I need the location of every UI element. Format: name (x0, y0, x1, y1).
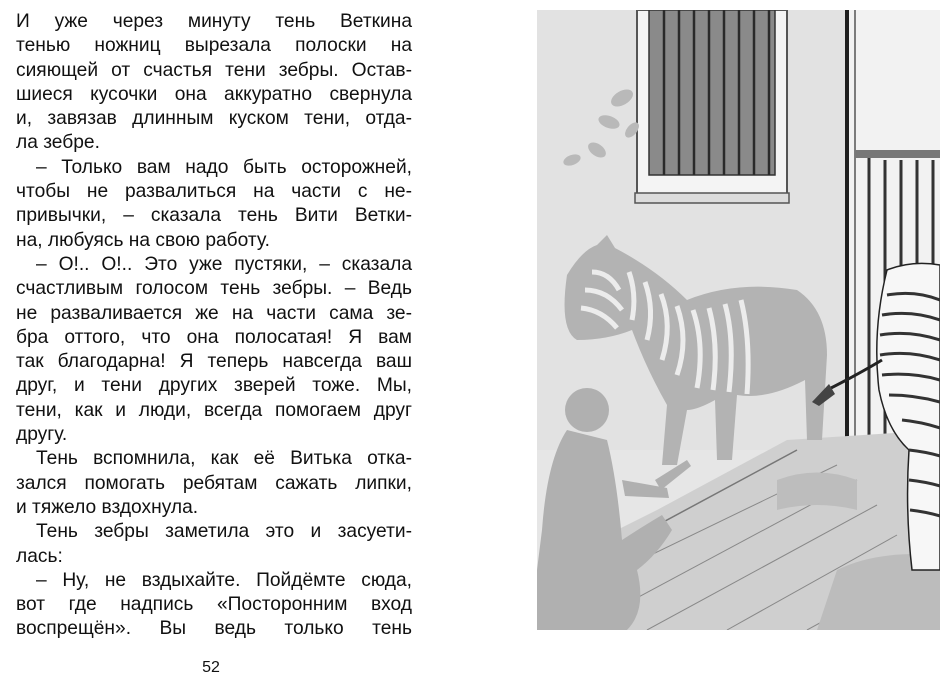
text-line: – Только вам надо быть осторожней, (36, 156, 412, 178)
text-line: друг, и тени других зверей тоже. Мы, (16, 375, 412, 397)
text-line: и, завязав длинным куском тени, отда- (16, 108, 412, 130)
text-line: так благодарна! Я теперь навсегда ваш (16, 351, 412, 373)
text-line: – Ну, не вздыхайте. Пойдёмте сюда, (36, 569, 412, 591)
text-line: тенью ножниц вырезала полоски на (16, 35, 412, 57)
text-line: не разваливается же на части сама зе- (16, 302, 412, 324)
barred-window (635, 10, 789, 203)
text-line: Тень зебры заметила это и засуети- (36, 521, 412, 543)
illustration (537, 10, 940, 630)
text-line: Тень вспомнила, как её Витька отка- (36, 448, 412, 470)
body-text (16, 10, 412, 642)
text-line: – О!.. О!.. Это уже пустяки, – сказала (36, 253, 412, 275)
text-line: И уже через минуту тень Веткина (16, 11, 412, 32)
text-line: на, любуясь на свою работу. (16, 229, 270, 251)
text-line: привычки, – сказала тень Вити Ветки- (16, 205, 412, 227)
text-line: воспрещён». Вы ведь только тень (16, 618, 412, 640)
text-line: вот где надпись «Посторонним вход (16, 594, 412, 616)
text-line: другу. (16, 424, 68, 446)
text-line: чтобы не развалиться на части с не- (16, 181, 412, 203)
text-line: сияющей от счастья тени зебры. Остав- (16, 59, 412, 81)
page-number: 52 (202, 659, 220, 676)
text-line: ла зебре. (16, 132, 100, 154)
text-line: и тяжело вздохнула. (16, 496, 199, 518)
text-line: бра оттого, что она полосатая! Я вам (16, 326, 412, 348)
text-line: лась: (16, 545, 63, 567)
text-line: шиеся кусочки она аккуратно свернула (16, 83, 412, 105)
text-line: тени, как и люди, всегда помогаем друг (16, 399, 412, 421)
text-line: счастливым голосом тень зебры. – Ведь (16, 278, 412, 300)
text-line: зался помогать ребятам сажать липки, (16, 472, 412, 494)
